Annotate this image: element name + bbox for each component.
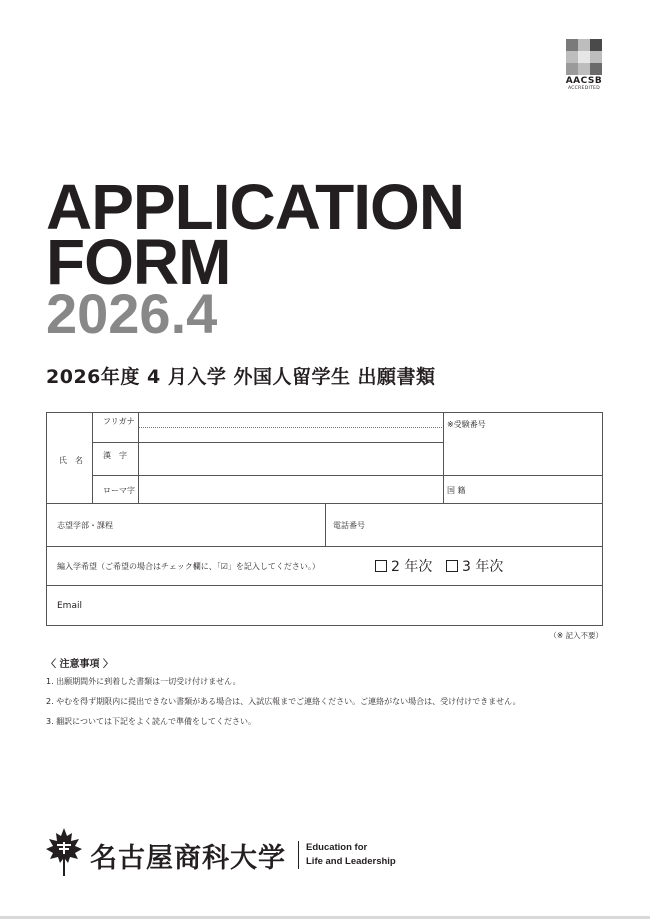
notice-item-2: 2. やむを得ず期限内に提出できない書類がある場合は、入試広報までご連絡ください。ご連絡がない場合は、受け付けできません。: [46, 697, 521, 706]
email-label: Email: [57, 601, 82, 611]
notice-item-3: 3. 翻訳については下記をよく読んで準備をしてください。: [46, 717, 257, 726]
year2-label: 2 年次: [391, 559, 433, 575]
title-line-1: APPLICATION: [46, 171, 465, 243]
slogan: [306, 841, 396, 869]
transfer-label: 編入学希望（ご希望の場合はチェック欄に、「☑」を記入してください。）: [57, 562, 320, 571]
aacsb-sub: ACCREDITED: [567, 86, 601, 91]
aacsb-name: AACSB: [565, 76, 603, 86]
faculty-label: 志望学部・課程: [57, 521, 113, 530]
year3-option[interactable]: [446, 556, 503, 576]
year3-label: 3 年次: [462, 559, 504, 575]
nationality-label: 国 籍: [447, 486, 466, 495]
title-line-2: FORM: [46, 226, 231, 298]
name-label: 氏 名: [59, 456, 83, 465]
year2-option[interactable]: [375, 556, 432, 576]
notices-heading: 〈 注意事項 〉: [46, 659, 113, 670]
phone-label: 電話番号: [333, 521, 365, 530]
exam-number-label: ※受験番号: [447, 420, 486, 429]
year2-checkbox[interactable]: [375, 560, 387, 572]
year3-checkbox[interactable]: [446, 560, 458, 572]
university-name: 名古屋商科大学: [90, 843, 286, 874]
romaji-label: ローマ字: [103, 486, 135, 495]
no-entry-note: （※ 記入不要）: [549, 631, 603, 640]
furigana-label: フリガナ: [103, 417, 135, 426]
notice-item-1: 1. 出願期間外に到着した書類は一切受け付けません。: [46, 677, 241, 686]
slogan-line-2: Life and Leadership: [306, 856, 396, 867]
aacsb-logo-icon: [566, 39, 602, 75]
slogan-line-1: Education for: [306, 842, 368, 853]
maple-leaf-icon: [46, 828, 82, 876]
aacsb-badge: [561, 39, 607, 92]
page-subtitle: 2026年度 4 月入学 外国人留学生 出願書類: [46, 366, 436, 388]
kanji-label: 漢 字: [103, 451, 127, 460]
application-form: [46, 412, 603, 626]
footer-divider: [298, 841, 299, 869]
title-year: 2026.4: [46, 282, 218, 345]
